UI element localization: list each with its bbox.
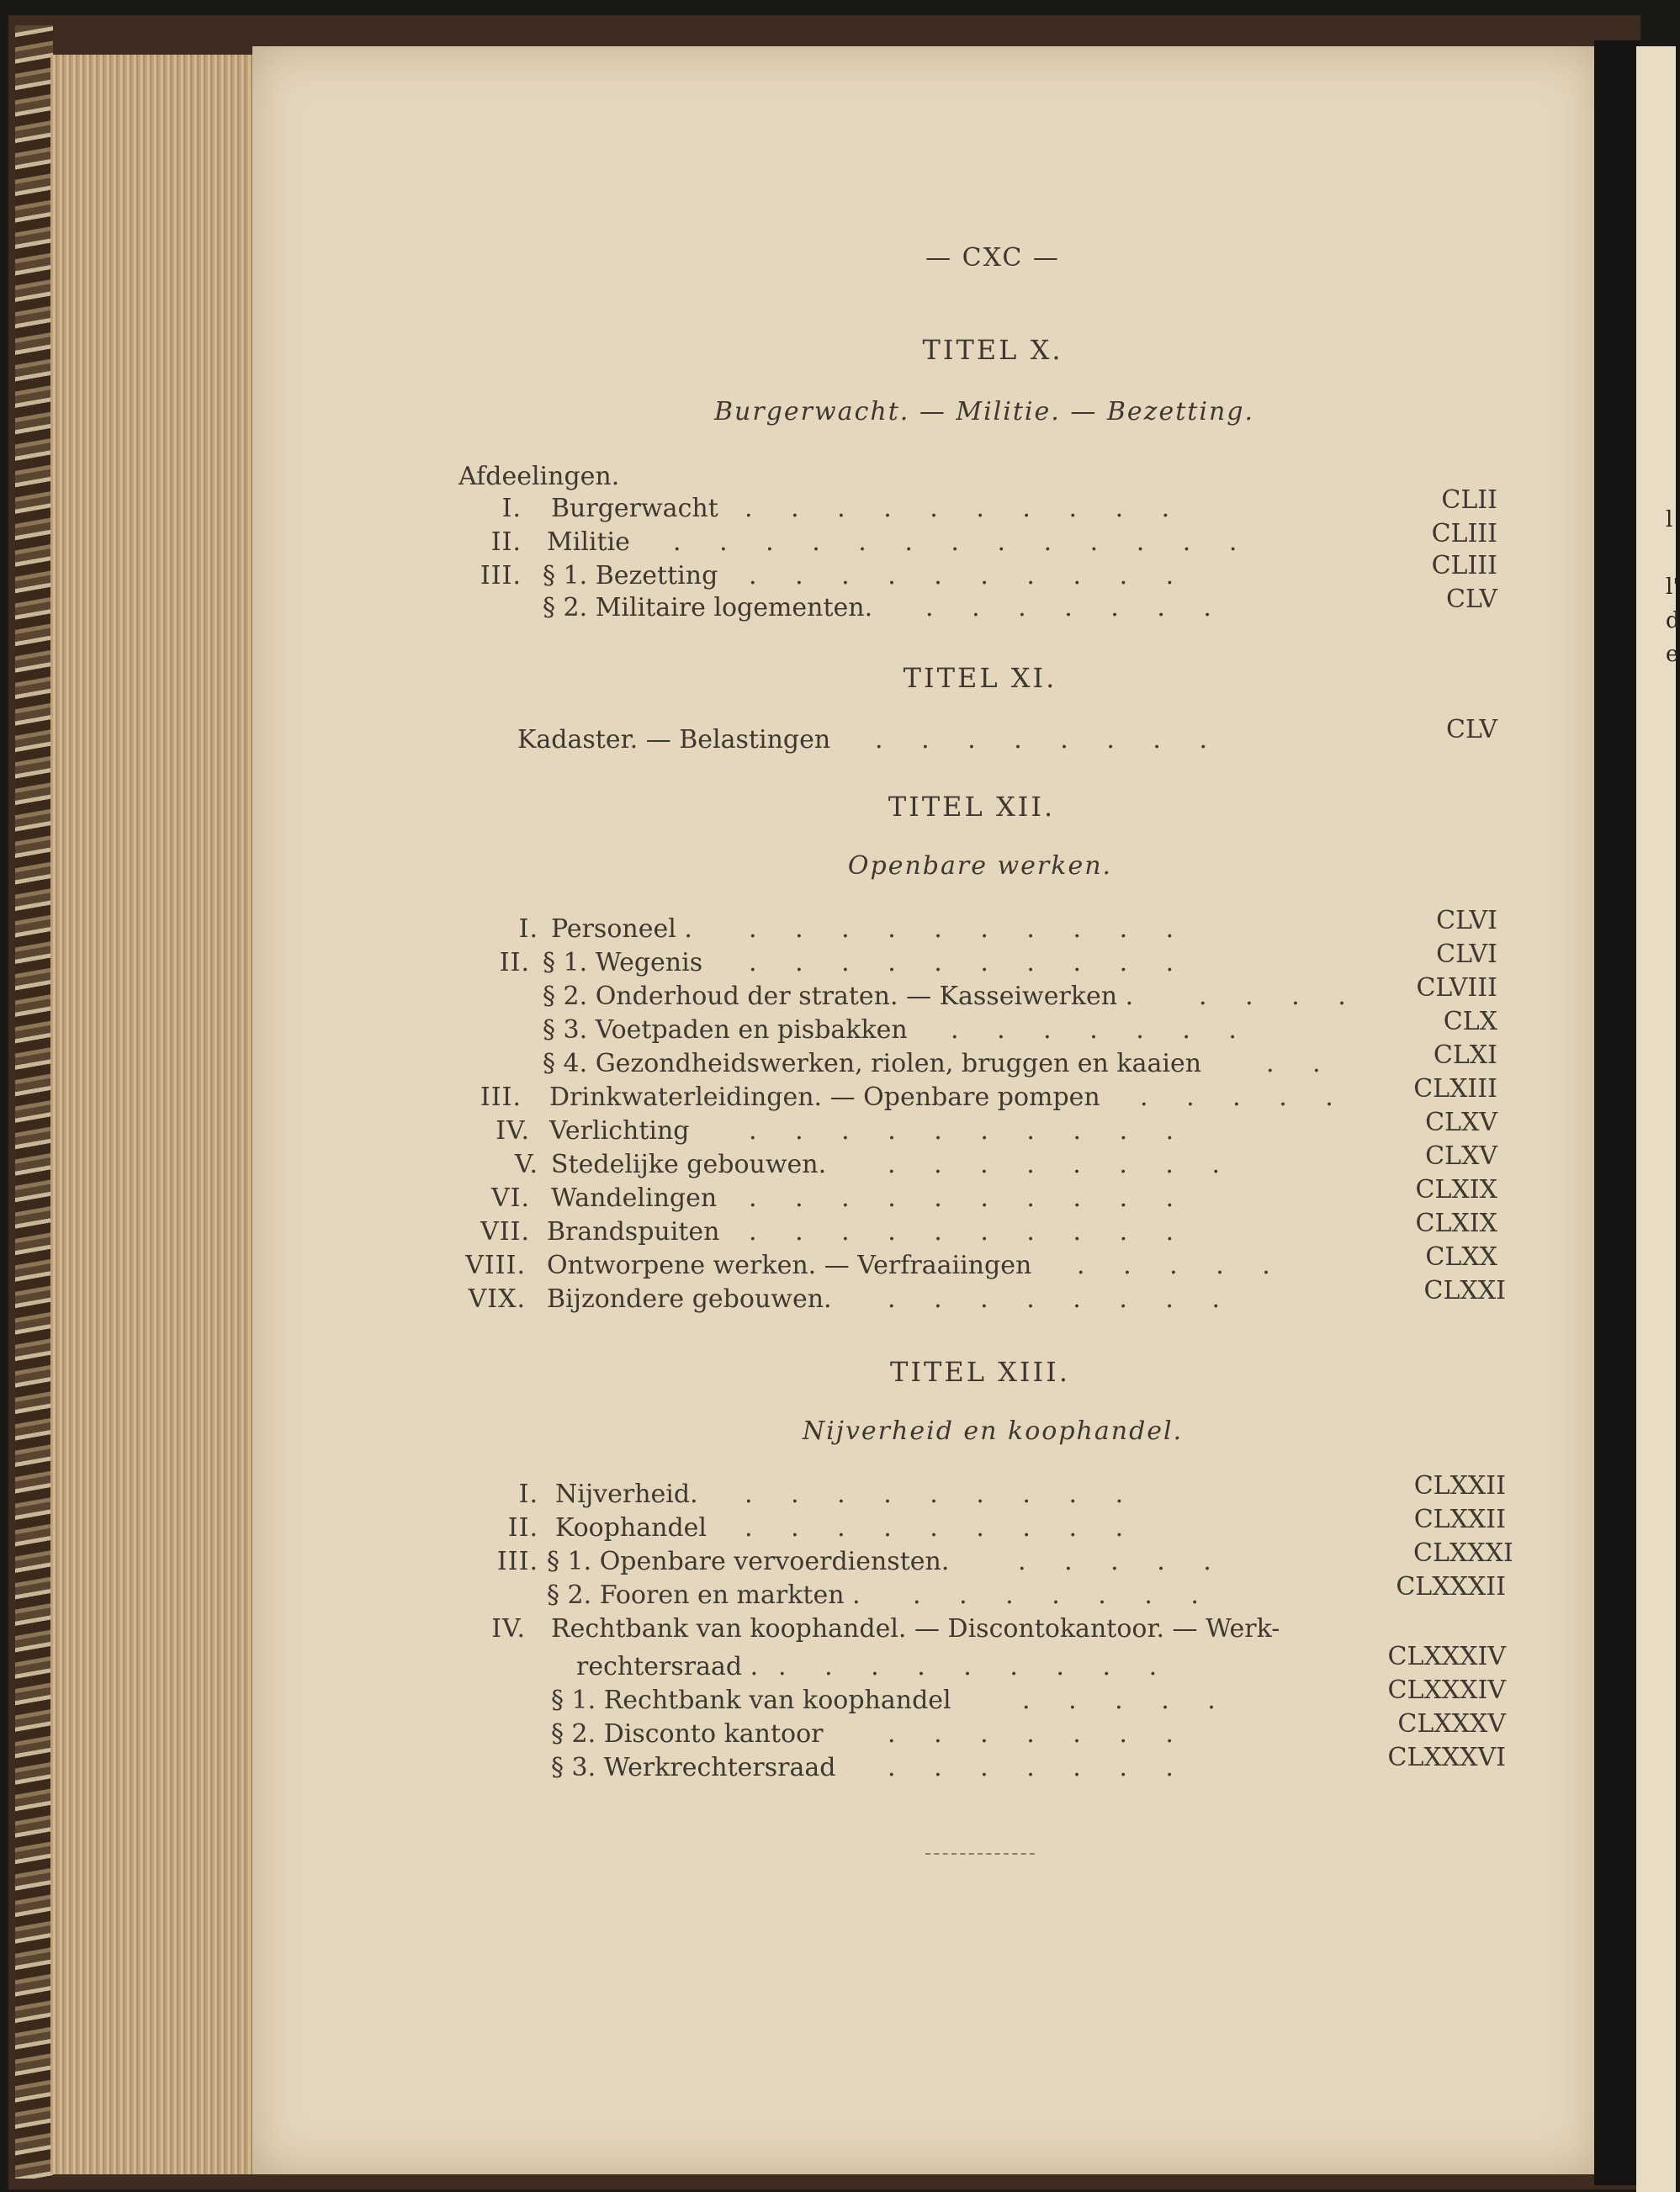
entry-title: Rechtbank van koophandel. — Discontokantoor. — Werk-: [551, 1614, 1280, 1644]
dot-leader: . . . . . . . .: [888, 1150, 1236, 1179]
entry-page: CLV: [1446, 715, 1497, 744]
entry-number: VIII.: [465, 1251, 526, 1280]
entry-page: CLXV: [1425, 1141, 1497, 1171]
dot-leader: . . . .: [1199, 982, 1361, 1011]
entry-title: § 3. Voetpaden en pisbakken: [543, 1015, 908, 1045]
entry-title: Drinkwaterleidingen. — Openbare pompen: [549, 1083, 1100, 1112]
entry-page: CLXIX: [1415, 1209, 1497, 1238]
entry-page: CLXXI: [1423, 1276, 1506, 1305]
entry-page: CLIII: [1431, 519, 1497, 548]
entry-page: CLVI: [1436, 906, 1497, 935]
dot-leader: . . . . . . . . . .: [749, 1116, 1190, 1146]
entry-title: § 2. Fooren en markten .: [547, 1580, 861, 1610]
dot-leader: . . . . .: [1018, 1547, 1227, 1576]
entry-page: CLVIII: [1416, 973, 1497, 1003]
entry-number: II.: [499, 948, 530, 977]
entry-page: CLXI: [1433, 1040, 1497, 1070]
entry-title: Koophandel: [555, 1513, 708, 1543]
dot-leader: . . . . . . . . . . . . .: [673, 527, 1253, 557]
dot-leader: . . . . . . . . . .: [749, 561, 1190, 590]
titel-xii-subtitle: Openbare werken.: [847, 851, 1113, 881]
entry-page: CLXXXV: [1397, 1709, 1506, 1739]
entry-title: § 1. Wegenis: [543, 948, 703, 977]
entry-number: II.: [507, 1513, 538, 1543]
entry-number: I.: [518, 1480, 538, 1509]
entry-number: V.: [515, 1150, 538, 1179]
entry-title: § 2. Onderhoud der straten. — Kasseiwerken .: [543, 982, 1134, 1011]
entry-number: I.: [518, 914, 538, 944]
entry-page: CLXXXIV: [1387, 1642, 1506, 1671]
page-number: — CXC —: [925, 243, 1060, 273]
dot-leader: . . . . . . . .: [888, 1284, 1236, 1314]
entry-title: Nijverheid.: [555, 1480, 698, 1509]
titel-x-heading: TITEL X.: [922, 334, 1063, 366]
titel-xii-heading: TITEL XII.: [888, 791, 1056, 823]
dot-leader: . . . . . . .: [951, 1015, 1252, 1045]
dot-leader: . . . . . . .: [925, 593, 1227, 622]
entry-number: I.: [501, 494, 522, 523]
dot-leader: . . . . . . . . . .: [745, 494, 1185, 523]
entry-title: Militie: [547, 527, 630, 557]
entry-title: § 3. Werkrechtersraad: [551, 1753, 836, 1782]
dot-leader: . . . . . . . . . .: [749, 1217, 1190, 1247]
entry-title: Wandelingen: [551, 1183, 718, 1213]
dot-leader: . . . . . . . . . .: [749, 914, 1190, 944]
entry-page: CLXIX: [1415, 1175, 1497, 1205]
titel-xiii-heading: TITEL XIII.: [890, 1356, 1070, 1388]
entry-title: Verlichting: [549, 1116, 690, 1146]
dot-leader: . . . . . . .: [888, 1753, 1189, 1782]
entry-page: CLX: [1443, 1007, 1497, 1036]
titel-x-intro: Afdeelingen.: [458, 462, 620, 491]
entry-page: CLV: [1446, 585, 1497, 614]
entry-page: CLII: [1441, 485, 1497, 515]
dot-leader: . . . . . . .: [888, 1719, 1189, 1749]
dot-leader: . . . . .: [1077, 1251, 1285, 1280]
entry-title: Burgerwacht: [551, 494, 718, 523]
dot-leader: . . . . . . . . .: [745, 1513, 1139, 1543]
entry-title: Brandspuiten: [547, 1217, 720, 1247]
entry-title: § 1. Bezetting: [543, 561, 718, 590]
entry-page: CLVI: [1436, 940, 1497, 969]
entry-number: VII.: [480, 1217, 530, 1247]
entry-title: rechtersraad .: [576, 1652, 759, 1681]
opposite-page-edge: l l' d e: [1636, 46, 1676, 2192]
entry-page: CLXX: [1425, 1242, 1497, 1272]
entry-title: § 4. Gezondheidswerken, riolen, bruggen en kaaien: [543, 1049, 1202, 1078]
titel-x-subtitle: Burgerwacht. — Militie. — Bezetting.: [714, 397, 1254, 426]
dot-leader: . . . . . . . . .: [745, 1480, 1139, 1509]
entry-number: III.: [480, 1083, 522, 1112]
entry-number: III.: [496, 1547, 538, 1576]
entry-page: CLXXXIV: [1387, 1676, 1506, 1705]
entry-page: CLXIII: [1413, 1074, 1497, 1104]
entry-title: § 1. Openbare vervoerdiensten.: [547, 1547, 950, 1576]
entry-number: IV.: [491, 1614, 526, 1644]
entry-page: CLXXXVI: [1387, 1743, 1506, 1772]
entry-title: Stedelijke gebouwen.: [551, 1150, 827, 1179]
entry-number: VI.: [490, 1183, 530, 1213]
entry-page: CLXXXII: [1396, 1572, 1506, 1602]
dot-leader: . . . . .: [1022, 1686, 1231, 1715]
entry-title: § 2. Militaire logementen.: [543, 593, 873, 622]
entry-number: VIX.: [468, 1284, 526, 1314]
dot-leader: . . . . .: [1140, 1083, 1349, 1112]
entry-page: CLXXII: [1413, 1505, 1506, 1534]
entry-number: IV.: [496, 1116, 530, 1146]
entry-title: § 2. Disconto kantoor: [551, 1719, 824, 1749]
entry-title: Bijzondere gebouwen.: [547, 1284, 832, 1314]
entry-page: CLXXII: [1413, 1471, 1506, 1501]
dot-leader: . .: [1266, 1049, 1336, 1078]
dot-leader: . . . . . . .: [913, 1580, 1214, 1610]
closing-rule: [925, 1853, 1035, 1855]
entry-number: III.: [480, 561, 522, 590]
titel-xi-heading: TITEL XI.: [903, 662, 1057, 694]
dot-leader: . . . . . . . . .: [778, 1652, 1173, 1681]
dot-leader: . . . . . . . .: [875, 725, 1223, 754]
entry-number: II.: [490, 527, 522, 557]
entry-title: § 1. Rechtbank van koophandel: [551, 1686, 951, 1715]
entry-page: CLXV: [1425, 1108, 1497, 1137]
dot-leader: . . . . . . . . . .: [749, 1183, 1190, 1213]
entry-title: Personeel .: [551, 914, 692, 944]
entry-title: Ontworpene werken. — Verfraaiingen: [547, 1251, 1032, 1280]
entry-page: CLIII: [1431, 551, 1497, 580]
entry-title: Kadaster. — Belastingen: [517, 725, 831, 754]
dot-leader: . . . . . . . . . .: [749, 948, 1190, 977]
entry-page: CLXXXI: [1413, 1538, 1513, 1568]
titel-xiii-subtitle: Nijverheid en koophandel.: [802, 1416, 1184, 1446]
